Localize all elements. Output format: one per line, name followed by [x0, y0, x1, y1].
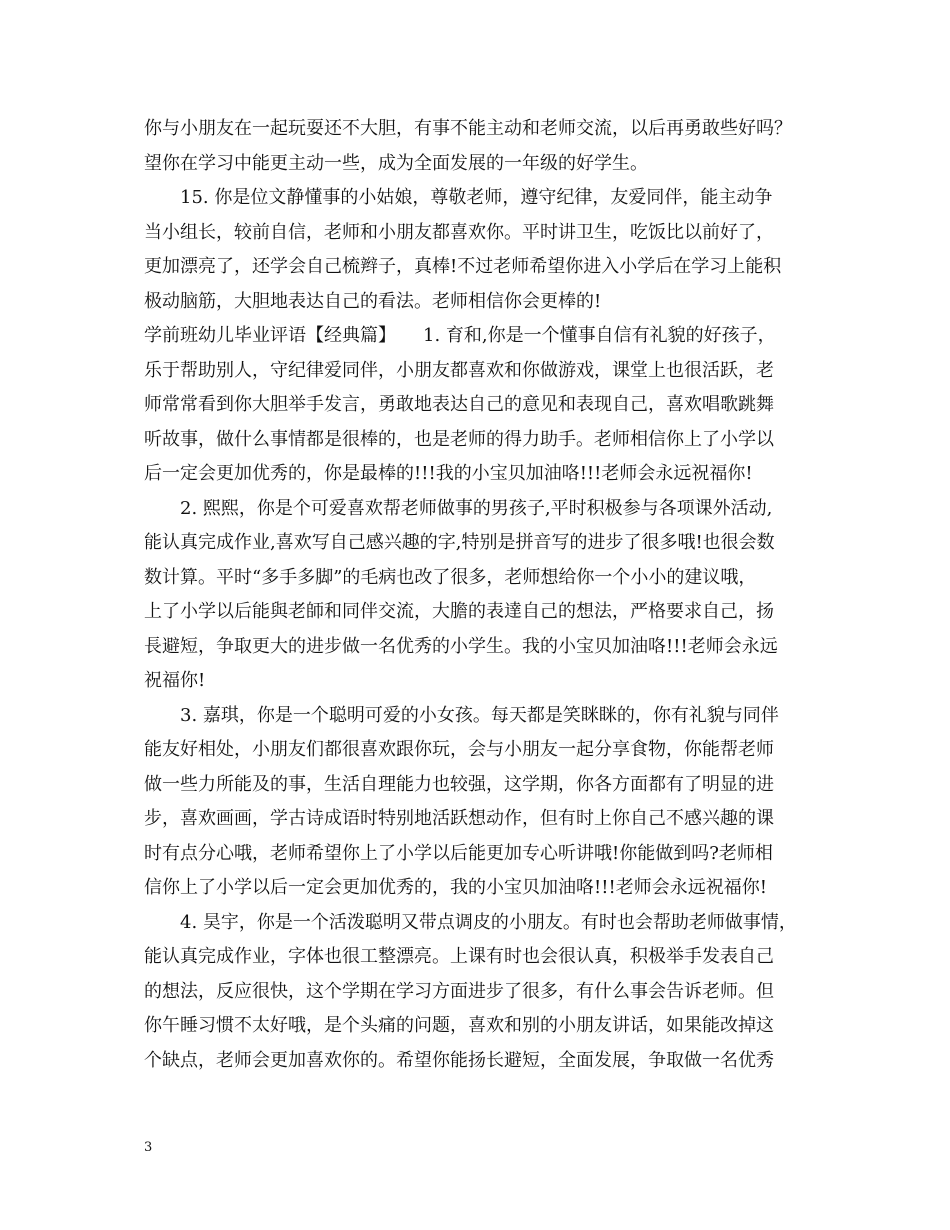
paragraph-start-line: 2. 熙熙，你是个可爱喜欢帮老师做事的男孩子,平时积极参与各项课外活动,: [180, 497, 773, 519]
text-line: 望你在学习中能更主动一些，成为全面发展的一年级的好学生。: [144, 152, 648, 174]
text-line: 祝福你!: [144, 670, 206, 691]
text-line: 时有点分心哦，老师希望你上了小学以后能更加专心听讲哦!你能做到吗?老师相: [144, 842, 773, 864]
text-line: 更加漂亮了，还学会自己梳辫子，真棒!不过老师希望你进入小学后在学习上能积: [144, 256, 782, 277]
paragraph-start-line: 3. 嘉琪，你是一个聪明可爱的小女孩。每天都是笑眯眯的，你有礼貌与同伴: [180, 704, 779, 726]
text-line: 师常常看到你大胆举手发言，勇敢地表达自己的意见和表现自己，喜欢唱歌跳舞: [144, 394, 774, 415]
text-line: 后一定会更加优秀的，你是最棒的!!!我的小宝贝加油咯!!!老师会永远祝福你!: [144, 463, 753, 484]
text-line: 能认真完成作业,喜欢写自己感兴趣的字,特别是拼音写的进步了很多哦!也很会数: [144, 532, 775, 553]
text-line: 数计算。平时“多手多脚”的毛病也改了很多，老师想给你一个小小的建议哦，: [144, 566, 757, 588]
document-body: [144, 112, 820, 1078]
text-line: 个缺点，老师会更加喜欢你的。希望你能扬长避短，全面发展，争取做一名优秀: [144, 1049, 774, 1071]
text-line: 你与小朋友在一起玩耍还不大胆，有事不能主动和老师交流，以后再勇敢些好吗？: [144, 118, 792, 139]
text-line: 你午睡习惯不太好哦，是个头痛的问题，喜欢和别的小朋友讲话，如果能改掉这: [144, 1015, 774, 1036]
text-line: 信你上了小学以后一定会更加优秀的，我的小宝贝加油咯!!!老师会永远祝福你!: [144, 877, 767, 898]
text-line: 做一些力所能及的事，生活自理能力也较强，这学期，你各方面都有了明显的进: [144, 773, 774, 795]
page-number: 3: [144, 1140, 153, 1155]
paragraph-start-line: 15. 你是位文静懂事的小姑娘，尊敬老师，遵守纪律，友爱同伴，能主动争: [180, 187, 773, 208]
section-heading-line: 学前班幼儿毕业评语【经典篇】 1. 育和,你是一个懂事自信有礼貌的好孩子，: [144, 325, 776, 346]
text-line: 能友好相处，小朋友们都很喜欢跟你玩，会与小朋友一起分享食物，你能帮老师: [144, 739, 774, 760]
text-line: 乐于帮助别人，守纪律爱同伴，小朋友都喜欢和你做游戏，课堂上也很活跃，老: [144, 359, 774, 381]
text-line: 步，喜欢画画，学古诗成语时特别地活跃想动作，但有时上你自己不感兴趣的课: [144, 808, 774, 829]
text-line: 能认真完成作业，字体也很工整漂亮。上课有时也会很认真，积极举手发表自己: [144, 946, 774, 967]
text-line: 長避短，争取更大的进步做一名优秀的小学生。我的小宝贝加油咯!!!老师会永远: [144, 635, 778, 657]
text-line: 听故事，做什么事情都是很棒的，也是老师的得力助手。老师相信你上了小学以: [144, 428, 774, 450]
text-line: 极动脑筋，大胆地表达自己的看法。老师相信你会更棒的!: [144, 290, 602, 312]
paragraph-start-line: 4. 昊宇，你是一个活泼聪明又带点调皮的小朋友。有时也会帮助老师做事情，: [180, 911, 797, 933]
text-line: 上了小学以后能與老師和同伴交流，大膽的表達自己的想法，严格要求自己，扬: [144, 601, 774, 622]
text-line: 当小组长，较前自信，老师和小朋友都喜欢你。平时讲卫生，吃饭比以前好了，: [144, 221, 774, 243]
text-line: 的想法，反应很快，这个学期在学习方面进步了很多，有什么事会告诉老师。但: [144, 980, 774, 1002]
